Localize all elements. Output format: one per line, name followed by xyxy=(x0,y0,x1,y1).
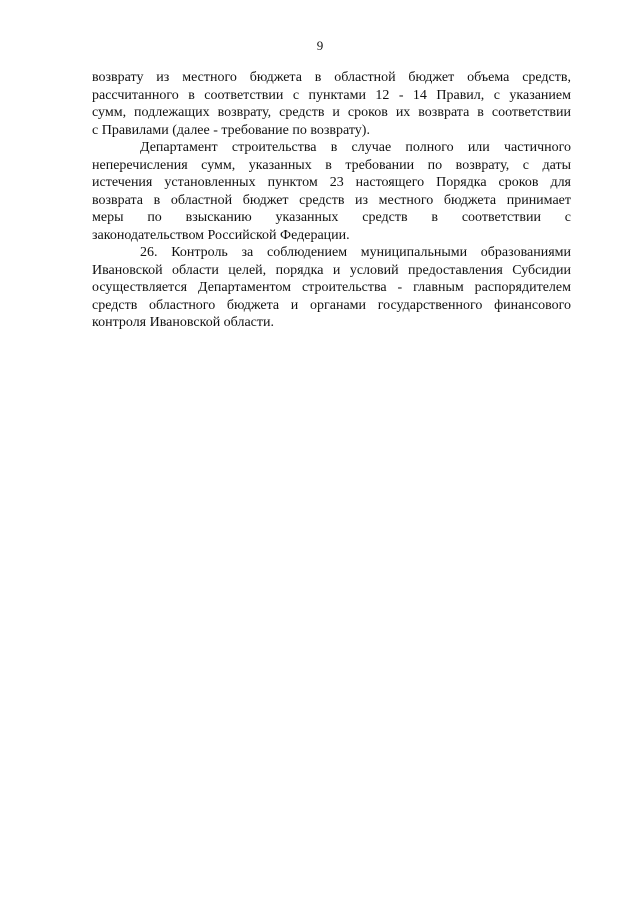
paragraph-2-line-3: истечения установленных пунктом 23 настоящего Порядка сроков для xyxy=(92,175,571,190)
paragraph-2-line-1: Департамент строительства в случае полного или частичного xyxy=(140,140,571,155)
page-number: 9 xyxy=(316,38,324,53)
paragraph-1-line-3: сумм, подлежащих возврату, средств и сроков их возврата в соответствии xyxy=(92,105,571,120)
paragraph-2-line-2: неперечисления сумм, указанных в требовании по возврату, с даты xyxy=(92,157,571,173)
paragraph-2-line-6: законодательством Российской Федерации. xyxy=(92,227,350,243)
document-body xyxy=(92,69,571,332)
paragraph-3-line-4: средств областного бюджета и органами государственного финансового xyxy=(92,297,571,313)
paragraph-1-line-2: рассчитанного в соответствии с пунктами 12 - 14 Правил, с указанием xyxy=(92,87,571,103)
paragraph-3-line-5: контроля Ивановской области. xyxy=(92,315,274,330)
paragraph-3-line-3: осуществляется Департаментом строительства - главным распорядителем xyxy=(92,280,571,295)
paragraph-2-line-4: возврата в областной бюджет средств из местного бюджета принимает xyxy=(92,192,571,208)
paragraph-1-line-4: с Правилами (далее - требование по возврату). xyxy=(92,122,370,138)
paragraph-2-line-5: меры по взысканию указанных средств в соответствии с xyxy=(92,210,571,225)
paragraph-1-line-1: возврату из местного бюджета в областной бюджет объема средств, xyxy=(92,70,571,85)
paragraph-3-line-2: Ивановской области целей, порядка и условий предоставления Субсидии xyxy=(92,262,571,278)
paragraph-3-line-1: 26. Контроль за соблюдением муниципальными образованиями xyxy=(140,245,571,260)
